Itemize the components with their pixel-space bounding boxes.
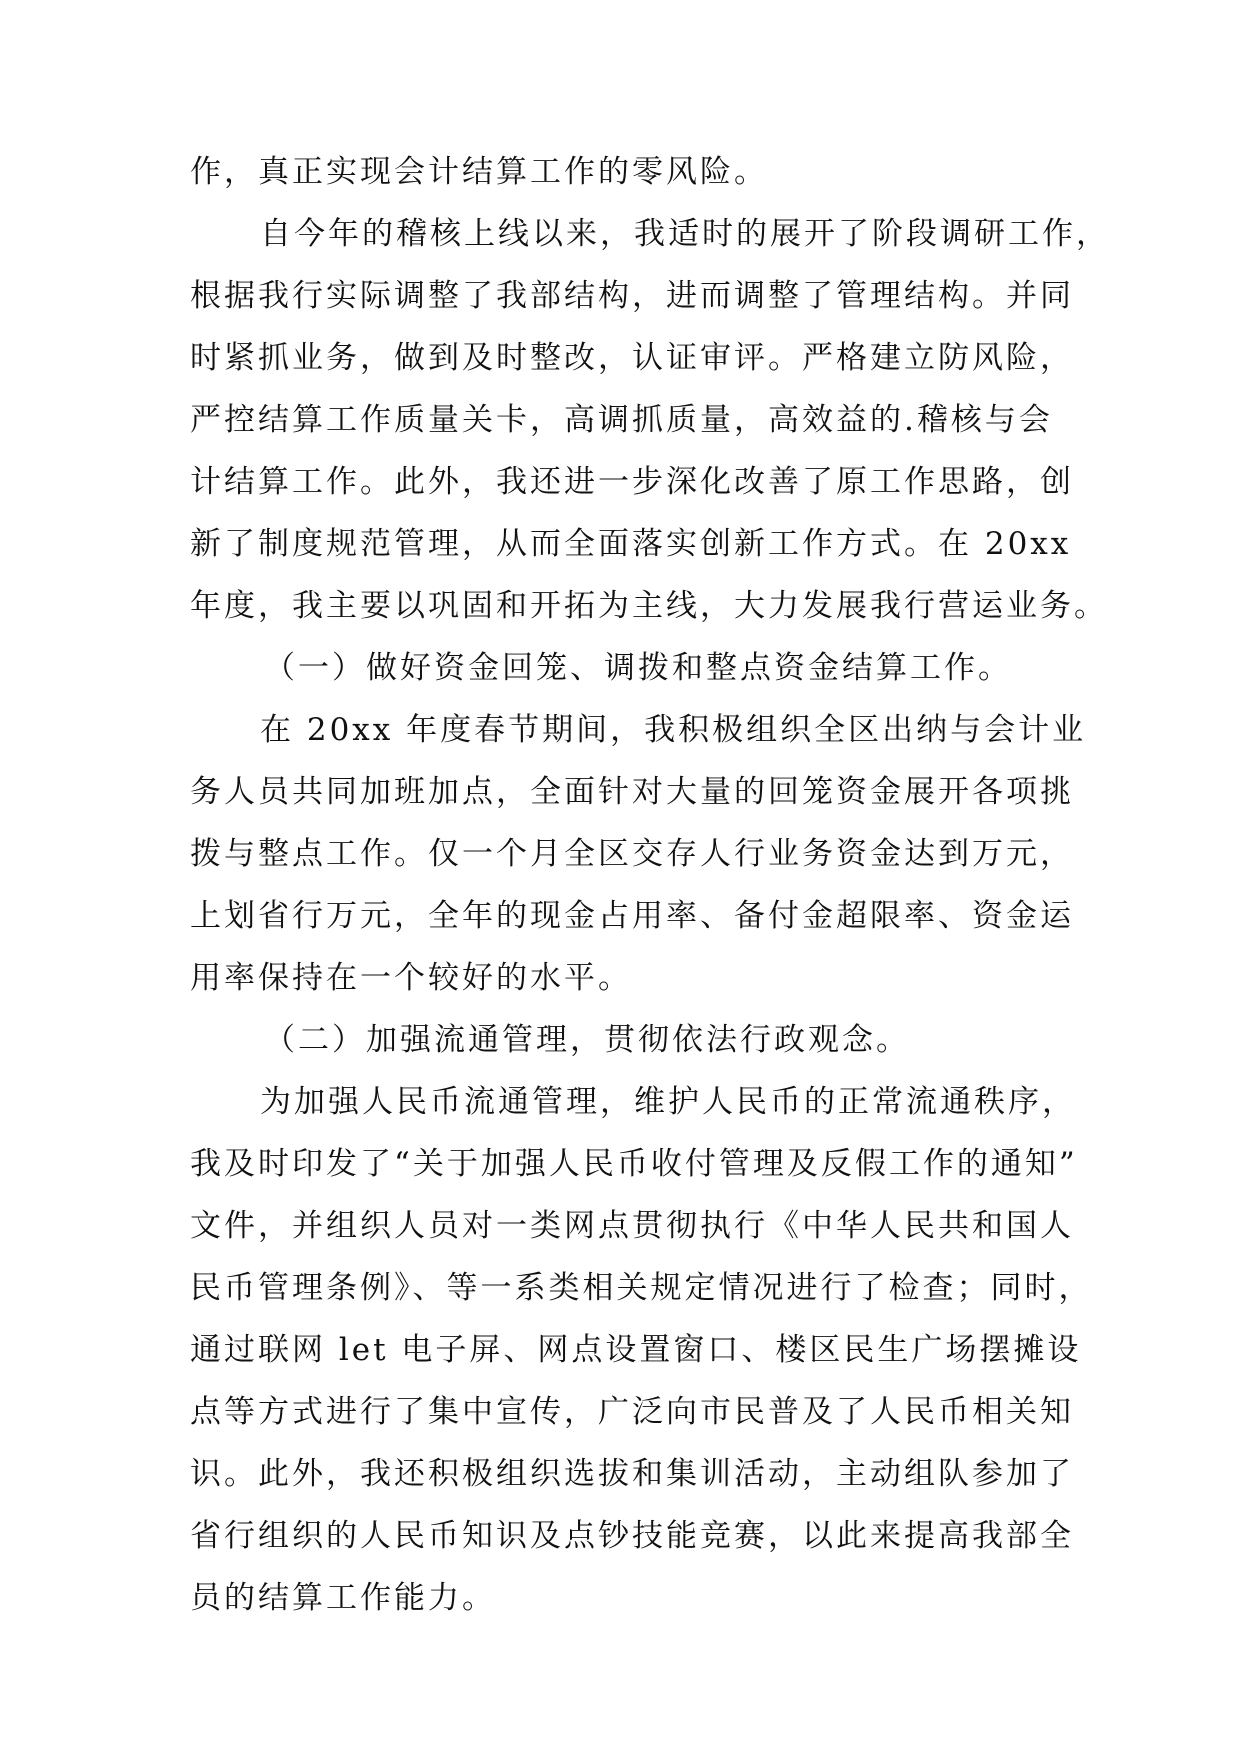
text-line: 民币管理条例》、等一系类相关规定情况进行了检查；同时， — [190, 1270, 1093, 1306]
section-heading-1: （一）做好资金回笼、调拨和整点资金结算工作。 — [264, 650, 1012, 686]
text-line: 点等方式进行了集中宣传，广泛向市民普及了人民币相关知 — [190, 1394, 1074, 1430]
text-line: 务人员共同加班加点，全面针对大量的回笼资金展开各项挑 — [190, 774, 1074, 810]
text-line: 上划省行万元，全年的现金占用率、备付金超限率、资金运 — [190, 898, 1074, 934]
text-line: 通过联网 let 电子屏、网点设置窗口、楼区民生广场摆摊设 — [190, 1332, 1082, 1368]
paragraph-start-line: 为加强人民币流通管理，维护人民币的正常流通秩序， — [260, 1084, 1076, 1120]
text-line: 时紧抓业务，做到及时整改，认证审评。严格建立防风险， — [190, 340, 1074, 376]
text-line: 年度，我主要以巩固和开拓为主线，大力发展我行营运业务。 — [190, 588, 1108, 624]
paragraph-start-line: 自今年的稽核上线以来，我适时的展开了阶段调研工作， — [260, 216, 1110, 252]
paragraph-start-line: 在 20xx 年度春节期间，我积极组织全区出纳与会计业 — [260, 712, 1087, 748]
text-line: 计结算工作。此外，我还进一步深化改善了原工作思路，创 — [190, 464, 1074, 500]
text-line: 拨与整点工作。仅一个月全区交存人行业务资金达到万元， — [190, 836, 1074, 872]
text-line: 省行组织的人民币知识及点钞技能竞赛，以此来提高我部全 — [190, 1518, 1074, 1554]
section-heading-2: （二）加强流通管理，贯彻依法行政观念。 — [264, 1022, 910, 1058]
text-line: 用率保持在一个较好的水平。 — [190, 960, 632, 996]
text-line: 员的结算工作能力。 — [190, 1580, 496, 1616]
text-line: 新了制度规范管理，从而全面落实创新工作方式。在 20xx — [190, 526, 1072, 562]
text-line: 严控结算工作质量关卡，高调抓质量，高效益的.稽核与会 — [190, 402, 1053, 438]
text-line: 根据我行实际调整了我部结构，进而调整了管理结构。并同 — [190, 278, 1074, 314]
text-line: 作，真正实现会计结算工作的零风险。 — [190, 154, 768, 190]
text-line: 文件，并组织人员对一类网点贯彻执行《中华人民共和国人 — [190, 1208, 1074, 1244]
text-line: 我及时印发了“关于加强人民币收付管理及反假工作的通知” — [190, 1146, 1078, 1182]
text-line: 识。此外，我还积极组织选拔和集训活动，主动组队参加了 — [190, 1456, 1074, 1492]
